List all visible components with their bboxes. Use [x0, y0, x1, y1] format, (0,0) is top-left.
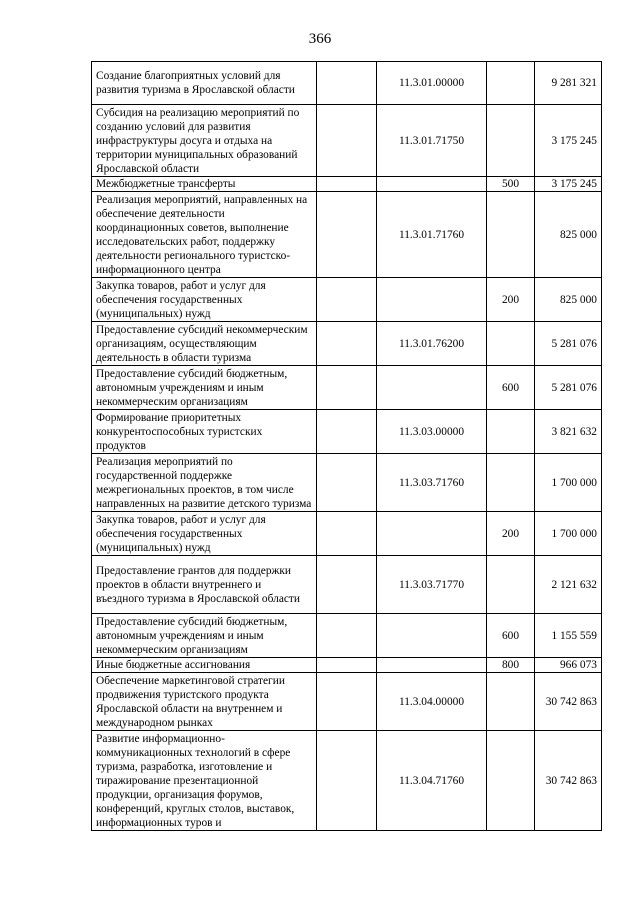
row-sum: 5 281 076 — [535, 322, 602, 366]
row-code: 11.3.04.71760 — [377, 731, 487, 831]
row-sum: 1 700 000 — [535, 454, 602, 512]
blank-cell — [317, 512, 377, 556]
blank-cell — [317, 454, 377, 512]
row-code — [377, 366, 487, 410]
row-code: 11.3.03.71770 — [377, 556, 487, 614]
row-sum: 1 155 559 — [535, 614, 602, 658]
row-expense-type — [487, 322, 535, 366]
row-code: 11.3.01.76200 — [377, 322, 487, 366]
row-sum: 9 281 321 — [535, 62, 602, 105]
row-name: Закупка товаров, работ и услуг для обеспечения государственных (муниципальных) нужд — [92, 512, 317, 556]
row-expense-type: 800 — [487, 658, 535, 673]
row-expense-type — [487, 410, 535, 454]
row-code — [377, 512, 487, 556]
row-expense-type: 200 — [487, 512, 535, 556]
row-code: 11.3.01.71750 — [377, 105, 487, 177]
row-expense-type — [487, 105, 535, 177]
row-sum: 5 281 076 — [535, 366, 602, 410]
blank-cell — [317, 614, 377, 658]
blank-cell — [317, 62, 377, 105]
row-code: 11.3.04.00000 — [377, 673, 487, 731]
row-name: Реализация мероприятий, направленных на обеспечение деятельности координационных советов, выполнение исследовательских работ, поддержку деятельности регионального туристско-информационного центра — [92, 192, 317, 278]
page-number: 366 — [308, 31, 332, 47]
row-code: 11.3.01.71760 — [377, 192, 487, 278]
row-name: Закупка товаров, работ и услуг для обеспечения государственных (муниципальных) нужд — [92, 278, 317, 322]
row-sum: 966 073 — [535, 658, 602, 673]
table-row — [92, 322, 602, 366]
row-sum: 825 000 — [535, 192, 602, 278]
row-sum: 30 742 863 — [535, 731, 602, 831]
row-expense-type: 600 — [487, 614, 535, 658]
row-name: Иные бюджетные ассигнования — [92, 658, 317, 673]
row-expense-type — [487, 454, 535, 512]
blank-cell — [317, 731, 377, 831]
row-name: Развитие информационно-коммуникационных технологий в сфере туризма, разработка, изготовление и тиражирование презентационной продукции, организация форумов, конференций, круглых столов, выставок, информационных туров и — [92, 731, 317, 831]
table-row — [92, 177, 602, 192]
row-name: Реализация мероприятий по государственной поддержке межрегиональных проектов, в том числе направленных на развитие детского туризма — [92, 454, 317, 512]
blank-cell — [317, 322, 377, 366]
blank-cell — [317, 366, 377, 410]
table-row — [92, 278, 602, 322]
table-row — [92, 731, 602, 831]
row-code — [377, 177, 487, 192]
row-code: 11.3.03.00000 — [377, 410, 487, 454]
table-row — [92, 62, 602, 105]
budget-table — [91, 61, 602, 831]
row-sum: 825 000 — [535, 278, 602, 322]
table-row — [92, 105, 602, 177]
row-name: Субсидия на реализацию мероприятий по созданию условий для развития инфраструктуры досуга и отдыха на территории муниципальных образований Ярославской области — [92, 105, 317, 177]
blank-cell — [317, 192, 377, 278]
table-row — [92, 673, 602, 731]
row-name: Межбюджетные трансферты — [92, 177, 317, 192]
row-name: Обеспечение маркетинговой стратегии продвижения туристского продукта Ярославской области на внутреннем и международном рынках — [92, 673, 317, 731]
blank-cell — [317, 556, 377, 614]
row-sum: 1 700 000 — [535, 512, 602, 556]
row-name: Формирование приоритетных конкурентоспособных туристских продуктов — [92, 410, 317, 454]
row-expense-type — [487, 62, 535, 105]
table-row — [92, 658, 602, 673]
blank-cell — [317, 658, 377, 673]
row-code — [377, 278, 487, 322]
row-expense-type — [487, 192, 535, 278]
table-row — [92, 366, 602, 410]
row-expense-type — [487, 673, 535, 731]
row-sum: 30 742 863 — [535, 673, 602, 731]
table-row — [92, 454, 602, 512]
row-sum: 3 175 245 — [535, 105, 602, 177]
row-code: 11.3.01.00000 — [377, 62, 487, 105]
row-expense-type: 500 — [487, 177, 535, 192]
table-row — [92, 614, 602, 658]
table-row — [92, 512, 602, 556]
row-sum: 2 121 632 — [535, 556, 602, 614]
blank-cell — [317, 410, 377, 454]
row-code — [377, 614, 487, 658]
table-row — [92, 556, 602, 614]
row-name: Предоставление субсидий некоммерческим организациям, осуществляющим деятельность в области туризма — [92, 322, 317, 366]
blank-cell — [317, 278, 377, 322]
row-name: Создание благоприятных условий для развития туризма в Ярославской области — [92, 62, 317, 105]
row-expense-type: 600 — [487, 366, 535, 410]
row-expense-type — [487, 731, 535, 831]
table-row — [92, 410, 602, 454]
row-expense-type — [487, 556, 535, 614]
row-name: Предоставление грантов для поддержки проектов в области внутреннего и въездного туризма в Ярославской области — [92, 556, 317, 614]
row-expense-type: 200 — [487, 278, 535, 322]
table-row — [92, 192, 602, 278]
blank-cell — [317, 105, 377, 177]
blank-cell — [317, 673, 377, 731]
row-name: Предоставление субсидий бюджетным, автономным учреждениям и иным некоммерческим организациям — [92, 614, 317, 658]
row-sum: 3 175 245 — [535, 177, 602, 192]
row-code — [377, 658, 487, 673]
row-sum: 3 821 632 — [535, 410, 602, 454]
blank-cell — [317, 177, 377, 192]
row-code: 11.3.03.71760 — [377, 454, 487, 512]
row-name: Предоставление субсидий бюджетным, автономным учреждениям и иным некоммерческим организациям — [92, 366, 317, 410]
